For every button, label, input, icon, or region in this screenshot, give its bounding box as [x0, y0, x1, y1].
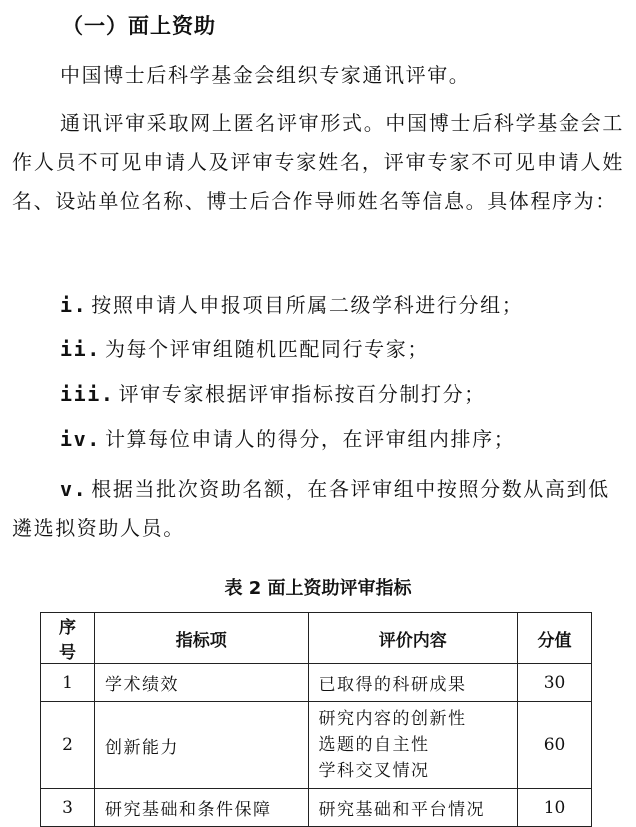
cell-score: 10 [518, 789, 592, 827]
table-row [41, 702, 592, 789]
cell-item: 学术绩效 [94, 664, 308, 702]
step-marker: ii. [60, 337, 101, 361]
step-item [60, 334, 429, 364]
paragraph-review-org: 中国博士后科学基金会组织专家通讯评审。 [60, 63, 471, 87]
step-marker: i. [60, 293, 88, 317]
cell-content: 已取得的科研成果 [308, 664, 518, 702]
cell-no: 2 [41, 702, 95, 789]
table-header-row [41, 613, 592, 664]
table-caption: 表 2 面上资助评审指标 [224, 578, 412, 599]
step-text: 根据当批次资助名额，在各评审组中按照分数从高到低遴选拟资助人员。 [12, 477, 610, 540]
content-line: 选题的自主性 [318, 735, 430, 755]
content-line: 学科交叉情况 [318, 761, 430, 781]
cell-no: 3 [41, 789, 95, 827]
cell-content: 研究基础和平台情况 [308, 789, 518, 827]
content-line: 研究内容的创新性 [318, 709, 467, 729]
cell-item: 研究基础和条件保障 [94, 789, 308, 827]
cell-content [308, 702, 518, 789]
step-text: 按照申请人申报项目所属二级学科进行分组； [91, 293, 524, 317]
header-no: 序号 [41, 613, 95, 664]
step-item [12, 470, 624, 548]
table-row [41, 664, 592, 702]
paragraph-review-form: 通讯评审采取网上匿名评审形式。中国博士后科学基金会工作人员不可见申请人及评审专家姓名，评审专家不可见申请人姓名、设站单位名称、博士后合作导师姓名等信息。具体程序为： [12, 111, 624, 213]
step-text: 评审专家根据评审指标按百分制打分； [118, 382, 486, 406]
step-marker: iv. [60, 427, 101, 451]
step-text: 计算每位申请人的得分，在评审组内排序； [104, 427, 516, 451]
cell-item: 创新能力 [94, 702, 308, 789]
table-row [41, 789, 592, 827]
header-content: 评价内容 [308, 613, 518, 664]
step-item [60, 290, 523, 320]
step-item [60, 424, 515, 454]
section-heading: （一）面上资助 [62, 14, 216, 38]
header-score: 分值 [518, 613, 592, 664]
header-item: 指标项 [94, 613, 308, 664]
cell-no: 1 [41, 664, 95, 702]
step-marker: v. [60, 477, 88, 501]
review-criteria-table [40, 612, 592, 827]
step-marker: iii. [60, 382, 115, 406]
step-text: 为每个评审组随机匹配同行专家； [104, 337, 429, 361]
cell-score: 30 [518, 664, 592, 702]
step-item [60, 379, 486, 409]
cell-score: 60 [518, 702, 592, 789]
